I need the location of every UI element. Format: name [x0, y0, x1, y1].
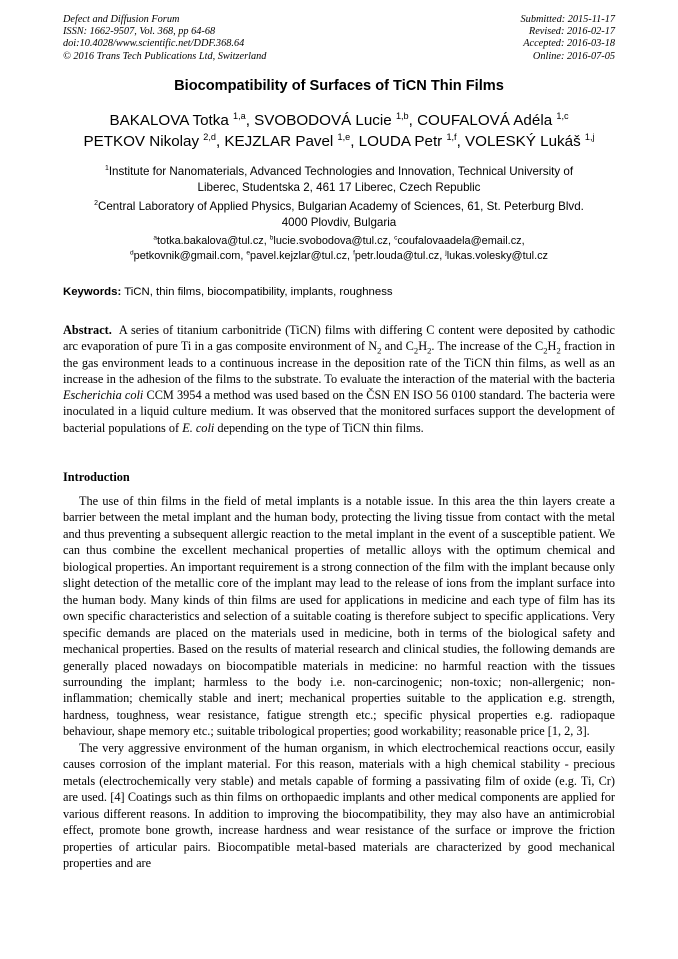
section-heading-introduction: Introduction	[63, 470, 130, 484]
email-link[interactable]: $^c$coufalovaadela@email.cz,	[394, 234, 525, 247]
abstract-label: Abstract.	[63, 323, 112, 337]
author: COUFALOVÁ Adéla $^{1,c}$	[417, 110, 569, 129]
author-emails	[60, 234, 618, 264]
email-link[interactable]: $^d$petkovnik@gmail.com,	[130, 249, 247, 262]
keywords	[63, 286, 615, 298]
revised-date: Revised: 2016-02-17	[528, 26, 615, 38]
affiliation-1: $^1$Institute for Nanomaterials, Advanced Technologies and Innovation, Technical University of Liberec, Studentska 2, 461 17 Liberec, Czech Republic	[104, 165, 574, 194]
doi-line: doi:10.4028/www.scientific.net/DDF.368.64	[63, 38, 245, 50]
abstract: Abstract. A series of titanium carbonitride (TiCN) films with differing C content were deposited by cathodic arc evaporation of pure Ti in a gas composite environment of $N_2$ and $C_2H_2$. The increase of the $C_2H_2$ fraction in the gas environment leads to a continuous increase in the deposition rate of the TiCN thin films, as well as an increase in the adhesion of the films to the substrate. To evaluate the interaction of the material with the bacteria Escherichia coli CCM 3954 a method was used based on the ČSN EN ISO 56 0100 standard. The bacteria were inoculated in a liquid culture medium. It was observed that the monitored surfaces support the development of bacterial populations of E. coli depending on the type of TiCN thin films.	[63, 323, 616, 435]
author: BAKALOVA Totka $^{1,a}$	[109, 110, 246, 129]
online-date: Online: 2016-07-05	[532, 50, 615, 62]
journal-info	[63, 14, 266, 63]
email-link[interactable]: $^j$lukas.volesky@tul.cz	[445, 249, 548, 262]
introduction-body	[63, 493, 615, 871]
email-link[interactable]: $^a$totka.bakalova@tul.cz,	[153, 234, 270, 247]
email-link[interactable]: $^b$lucie.svobodova@tul.cz,	[269, 234, 395, 247]
email-link[interactable]: $^e$pavel.kejzlar@tul.cz,	[246, 249, 354, 262]
paragraph: The very aggressive environment of the human organism, in which electrochemical reactions occur, easily causes corrosion of the implant material. For this reason, materials with a high chemical stability - precious metals (electrochemically very stable) and metals capable of forming a passivating film of oxide (e.g. Ti, Cr) are used. [4] Coatings such as thin films on orthopaedic implants and other medical components are applied for various different reasons. In addition to improving the biocompatibility, they may also have an antimicrobial effect, promote bone growth, increase hardness and wear resistance of the surface or improve the friction properties of articular pairs. Biocompatible metal-based materials are characterized by good mechanical properties and are	[63, 740, 615, 870]
author: PETKOV Nikolay $^{2,d}$	[83, 131, 216, 150]
accepted-date: Accepted: 2016-03-18	[523, 38, 615, 50]
issn-line: ISSN: 1662-9507, Vol. 368, pp 64-68	[63, 26, 216, 38]
paper-title: Biocompatibility of Surfaces of TiCN Thin Films	[174, 78, 504, 94]
paragraph: The use of thin films in the field of metal implants is a notable issue. In this area the thin layers create a barrier between the metal implant and the human body, protecting the living tissue from contact with the metal and thus preventing a subsequent allergic reaction to the metal implant in the event of a susceptible patient. We can thus combine the excellent mechanical properties of metallic alloys with the optimum chemical and biological properties. An important requirement is a strong connection of the film with the implant because only slight detection of the metallic core of the implant may lead to the release of ions from the implant surface into the human body. Many kinds of thin films are used for applications in medicine and each type of film has its own specific characteristics and selection of a suitable coating is therefore subject to specific applications. Very specific demands are placed on the materials used in medicine, both in terms of the biological safety and mechanical properties. Based on the results of material research and clinical studies, the following demands are generally placed nowadays on biocompatible materials in medicine: no harmful reaction with the tissues surrounding the implant; harmless to the body i.e. non-carcinogenic; non-toxic; non-allergenic; non-inflammation; chemically stable and inert; mechanical properties suitable to the application e.g. strength, hardness, toughness, wear resistance, fatigue strength etc.; specific physical properties e.g. radiopaque behaviour, shape memory etc.; suitable tribological properties; good workability; reasonable price [1, 2, 3].	[63, 494, 615, 739]
author: VOLESKÝ Lukáš $^{1,j}$	[465, 131, 595, 150]
dates-info	[521, 14, 615, 63]
author: KEJZLAR Pavel $^{1,e}$	[224, 131, 351, 150]
affiliation-2: $^2$Central Laboratory of Applied Physics, Bulgarian Academy of Sciences, 61, St. Peterburg Blvd. 4000 Plovdiv, Bulgaria	[94, 200, 584, 229]
copyright-line: © 2016 Trans Tech Publications Ltd, Switzerland	[63, 50, 267, 62]
author: SVOBODOVÁ Lucie $^{1,b}$	[254, 110, 409, 129]
submitted-date: Submitted: 2015-11-17	[520, 14, 615, 25]
keywords-label: Keywords:	[63, 286, 122, 298]
author-list: BAKALOVA Totka $^{1,a}$, SVOBODOVÁ Lucie $^{1,b}$, COUFALOVÁ Adéla $^{1,c}$ PETKOV Nikolay $^{2,d}$, KEJZLAR Pavel $^{1,e}$, LOUDA Petr $^{1,f}$, VOLESKÝ Lukáš $^{1,j}$	[83, 110, 595, 150]
email-link[interactable]: $^f$petr.louda@tul.cz,	[353, 249, 446, 262]
author: LOUDA Petr $^{1,f}$	[358, 131, 457, 150]
keywords-text: TiCN, thin films, biocompatibility, implants, roughness	[121, 286, 393, 298]
journal-name: Defect and Diffusion Forum	[63, 14, 180, 25]
